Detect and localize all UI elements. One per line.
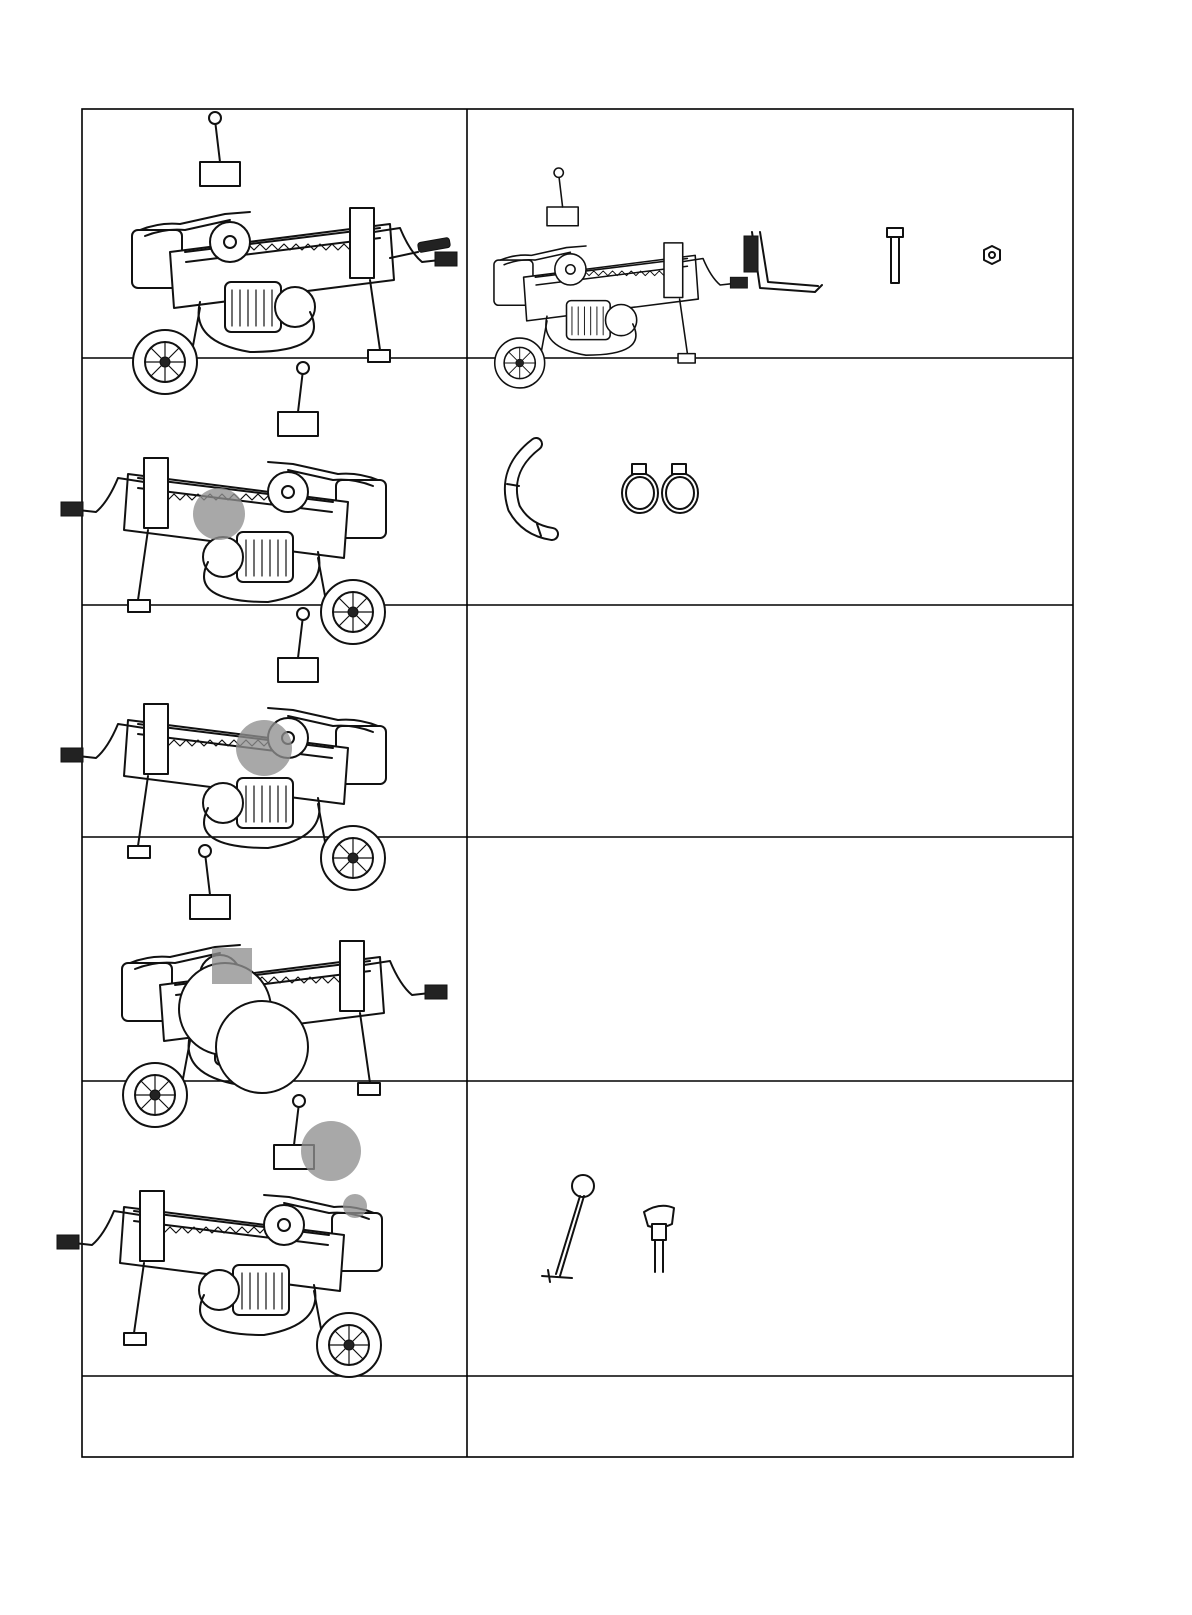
nut [984, 246, 1000, 264]
step-3-illustration [61, 608, 386, 890]
highlight-motor-connection [236, 720, 292, 776]
highlight-rear-bracket [212, 948, 252, 984]
step-5-illustration [57, 1095, 382, 1377]
oil-cap-dipstick [644, 1206, 674, 1272]
step-1-parts [494, 168, 1000, 388]
step-2-illustration [61, 362, 386, 644]
step-1-illustration [132, 112, 457, 394]
assembled-log-splitter-thumbnail [494, 168, 747, 388]
hose-clamp [662, 464, 698, 513]
bolt [887, 228, 903, 283]
step-5-parts [542, 1175, 674, 1282]
handle-tube [744, 232, 822, 292]
hose-clamp [622, 464, 658, 513]
hose [507, 444, 552, 536]
step-2-parts [507, 444, 698, 536]
highlight-oil-cap [343, 1194, 367, 1218]
control-lever [542, 1175, 594, 1282]
step-4-illustration [122, 845, 447, 1127]
highlight-control-lever [301, 1121, 361, 1181]
highlight-hose-area [193, 488, 245, 540]
